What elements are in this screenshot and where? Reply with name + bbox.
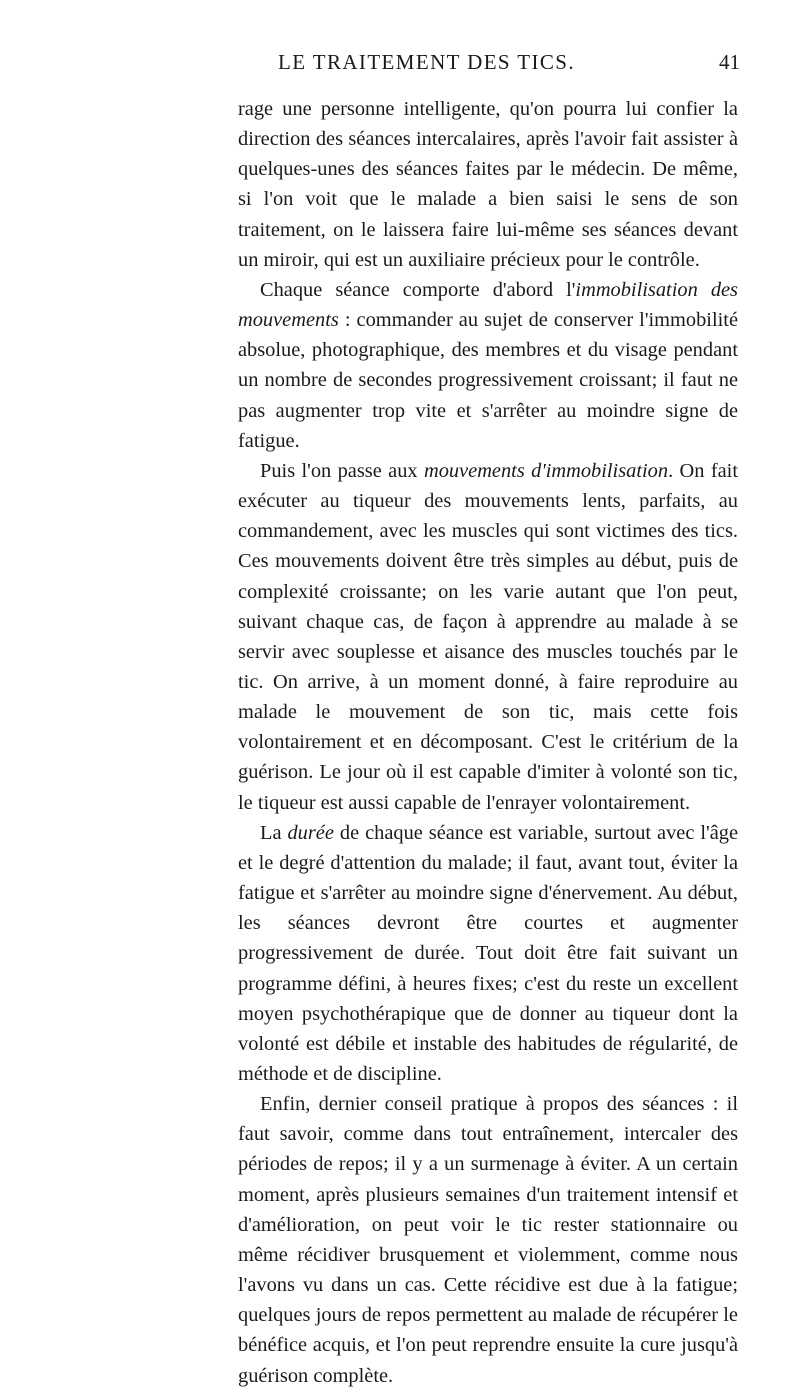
italic-term: durée [287,821,334,844]
italic-term: immobilisation des mouvements [238,278,738,332]
paragraph-duree [238,818,738,1089]
paragraph-text: Chaque séance comporte d'abord l' [260,278,576,301]
paragraph-text: Enfin, dernier conseil pratique à propos des séances : il faut savoir, comme dans tout entraînement, intercaler des périodes de repos; il y a un surmenage à éviter. A un certain moment, après plusieurs semaines d'un traitement intensif et d'amélioration, on peut voir le tic rester stationnaire ou même récidiver brusquement et violemment, comme nous l'avons vu dans un cas. Cette récidive est due à la fatigue; quelques jours de repos permettent au malade de récupérer le bénéfice acquis, et l'on peut reprendre ensuite la cure jusqu'à guérison complète. [238,1093,738,1387]
paragraph-text: Puis l'on passe aux [260,459,424,482]
running-title: LE TRAITEMENT DES TICS. [278,50,576,74]
paragraph-text: rage une personne intelligente, qu'on pourra lui confier la direction des séances intercalaires, après l'avoir fait assister à quelques-unes des séances faites par le médecin. De même, si l'on voit que le malade a bien saisi le sens de son traitement, on le laissera faire lui-même ses séances devant un miroir, qui est un auxiliaire précieux pour le contrôle. [238,98,738,271]
page-number: 41 [719,50,740,74]
paragraph-text: de chaque séance est variable, surtout avec l'âge et le degré d'attention du malade; il faut, avant tout, éviter la fatigue et s'arrêter au moindre signe d'énervement. Au début, les séances devront être courtes et augmenter progressivement de durée. Tout doit être fait suivant un programme défini, à heures fixes; c'est du reste un excellent moyen psychothérapique que de donner au tiqueur dont la volonté est débile et instable des habitudes de régularité, de méthode et de discipline. [238,821,738,1085]
italic-term: mouvements d'immobilisation [423,459,669,482]
body-text [238,94,738,1391]
paragraph-conseil [238,1089,738,1391]
paragraph-continuation [238,94,738,275]
paragraph-text: La [260,821,288,844]
running-head [278,50,740,80]
paragraph-immobilisation [238,275,738,456]
paragraph-mouvements [238,456,738,818]
paragraph-text: : commander au sujet de conserver l'immobilité absolue, photographique, des membres et du visage pendant un nombre de secondes progressivement croissant; il faut ne pas augmenter trop vite et s'arrêter au moindre signe de fatigue. [238,309,738,452]
paragraph-text: . On fait exécuter au tiqueur des mouvements lents, parfaits, au commandement, avec les muscles qui sont victimes des tics. Ces mouvements doivent être très simples au début, puis de complexité croissante; on les varie autant que l'on peut, suivant chaque cas, de façon à apprendre au malade à se servir avec souplesse et aisance des muscles touchés par le tic. On arrive, à un moment donné, à faire reproduire au malade le mouvement de son tic, mais cette fois volontairement et en décomposant. C'est le critérium de la guérison. Le jour où il est capable d'imiter à volonté son tic, le tiqueur est aussi capable de l'enrayer volontairement. [238,459,739,814]
